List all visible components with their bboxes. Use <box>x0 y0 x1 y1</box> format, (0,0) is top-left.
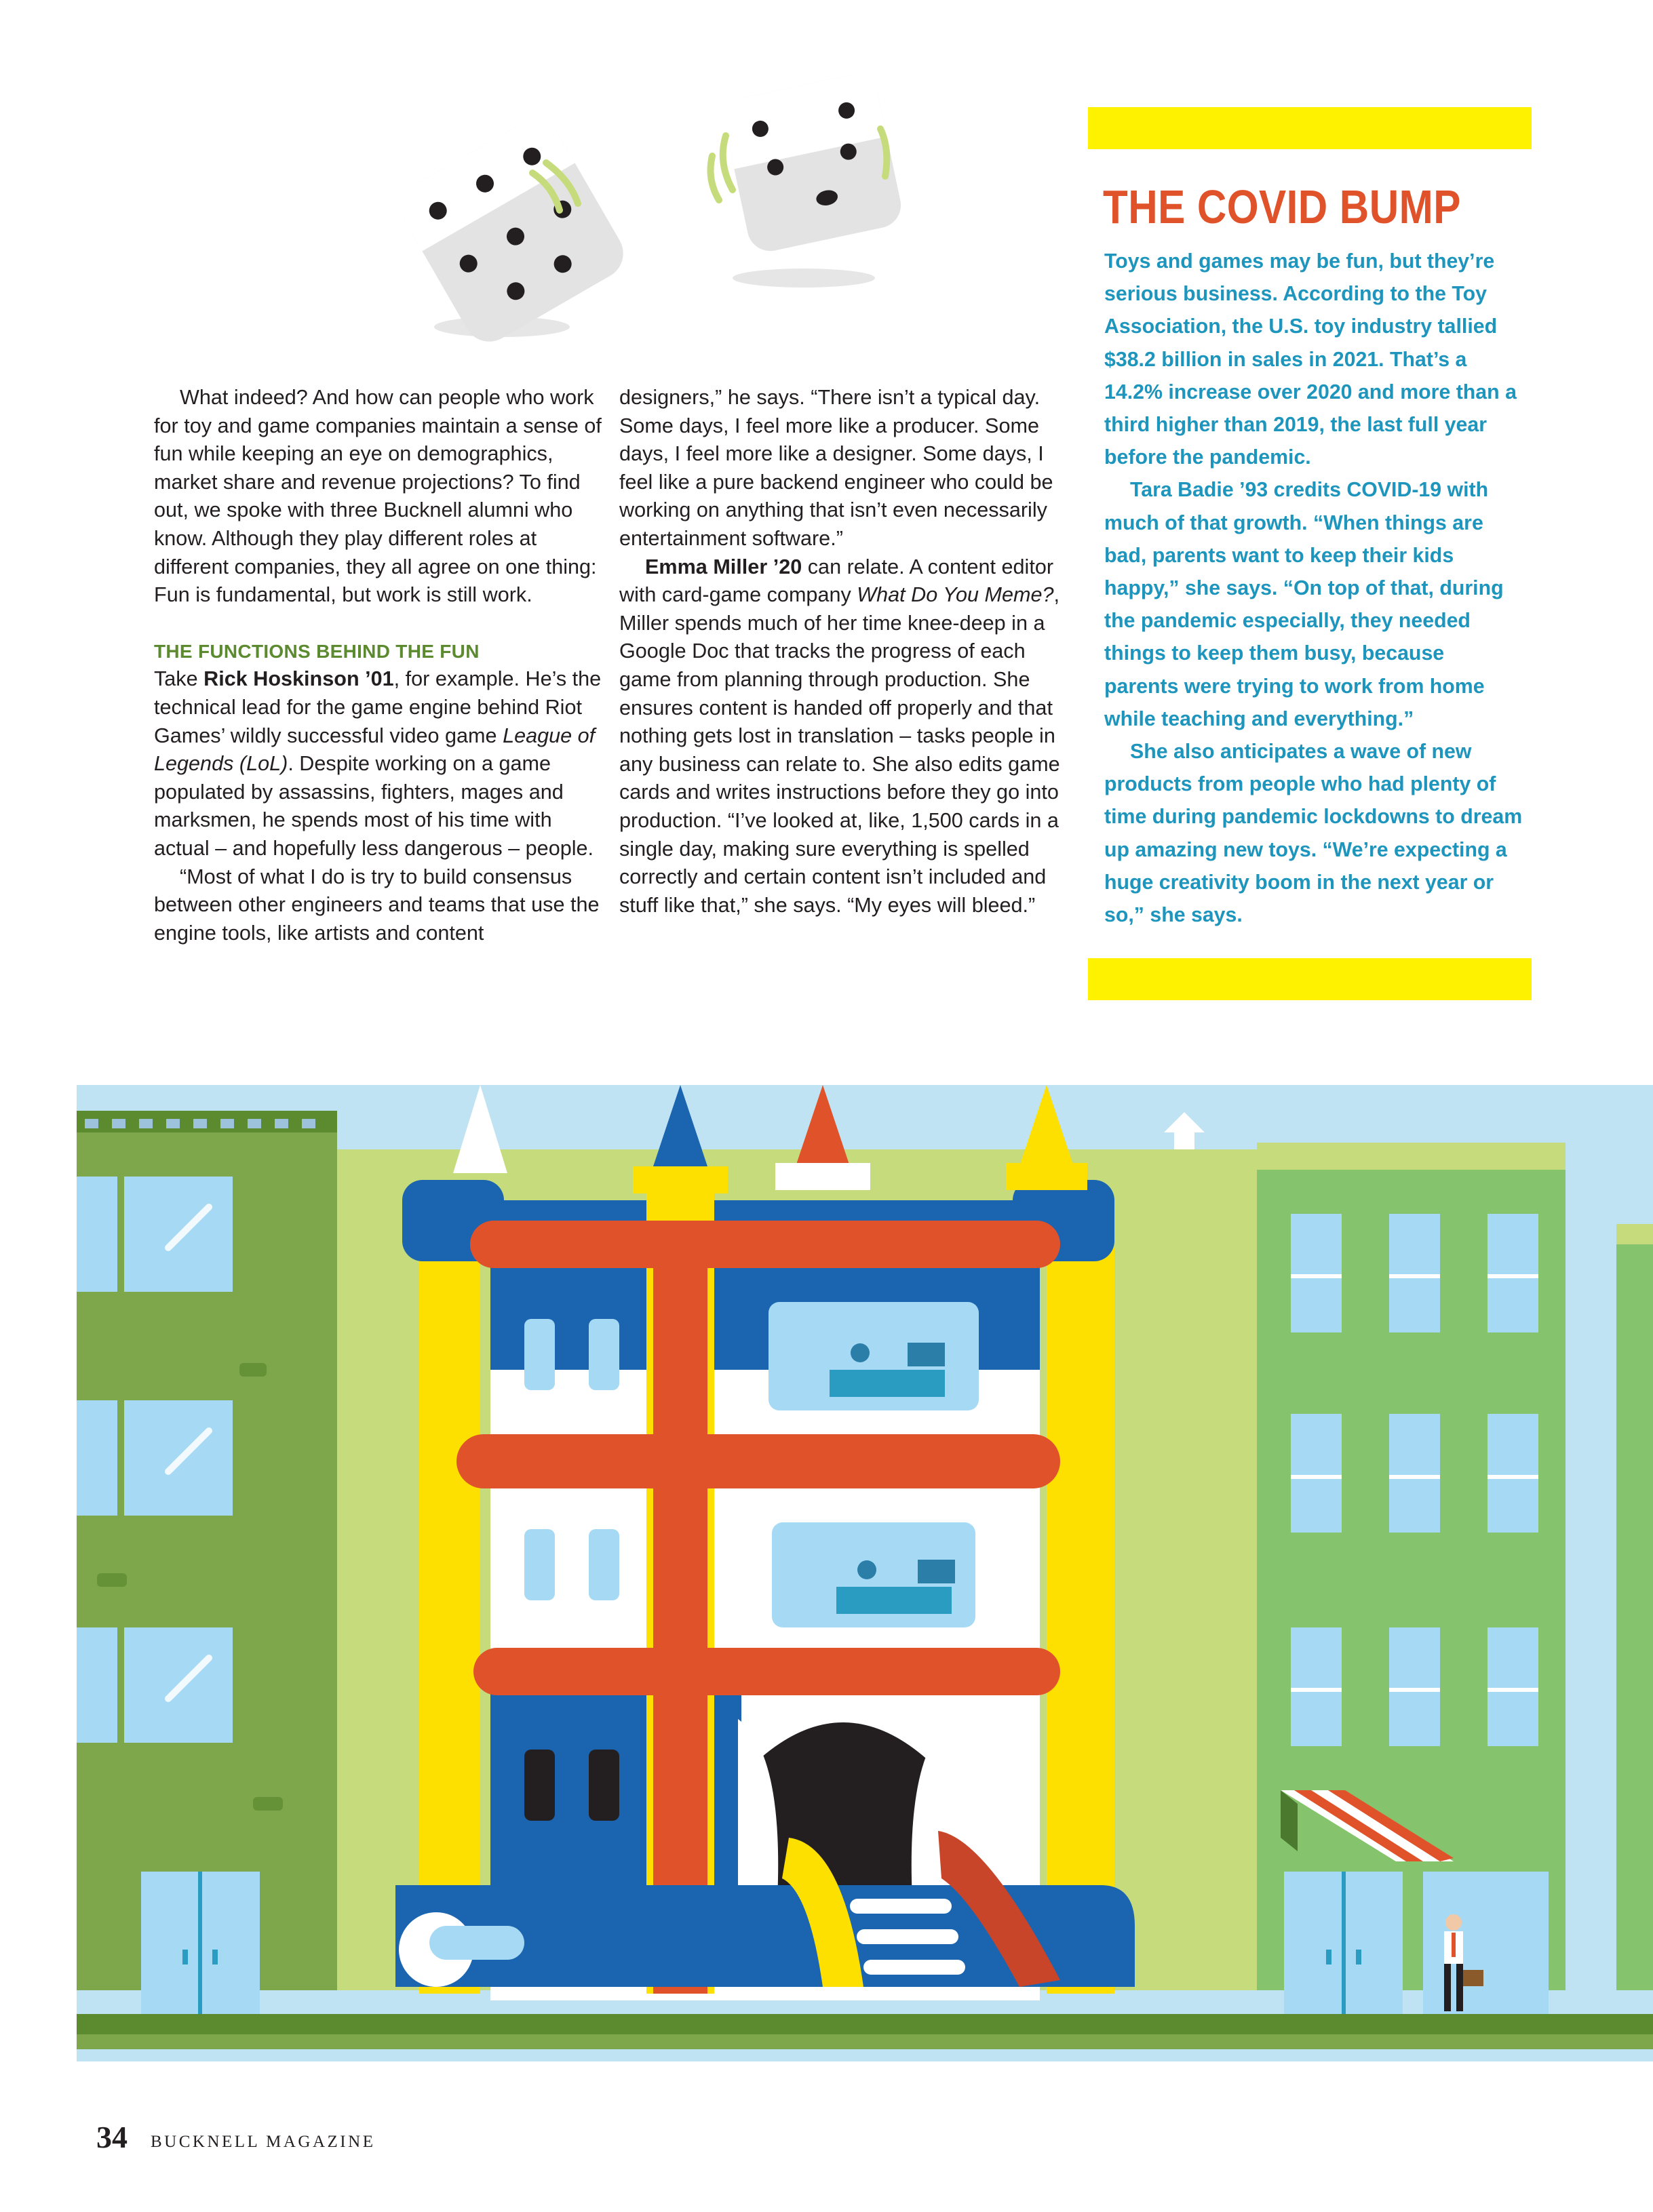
company-name: What Do You Meme? <box>857 583 1054 607</box>
sidebar-title: THE COVID BUMP <box>1103 180 1461 233</box>
person-name: Tara Badie ’93 <box>1130 479 1268 502</box>
sidebar-bottom-bar <box>1088 958 1532 1000</box>
sidebar-body <box>1104 245 1523 932</box>
left-building <box>77 1111 337 2014</box>
paragraph: What indeed? And how can people who work for toy and game companies maintain a sense of fun while keeping an eye on demographics, market share and revenue projections? To find out, we spoke with three Bucknell alumni who know. Although they play different roles at different companies, they all agree on one thing: Fun is fundamental, but work is still work. <box>154 386 602 607</box>
sidebar-top-bar <box>1088 107 1532 149</box>
magazine-name: BUCKNELL MAGAZINE <box>151 2133 376 2151</box>
bounce-castle-building <box>395 1085 1135 2000</box>
paragraph: Take Rick Hoskinson ’01, for example. He’s the technical lead for the game engine behind Riot Games’ wildly successful video game League of Legends (LoL). Despite working on a game populated by assassins, fighters, mages and marksmen, he spends most of his time with actual – and hopefully less dangerous – people. <box>154 667 602 860</box>
paragraph: Emma Miller ’20 can relate. A content editor with card-game company What Do You Meme?, Miller spends much of her time knee-deep in a Google Doc that tracks the progress of each game from planning through production. She ensures content is handed off properly and that nothing gets lost in translation – tasks people in any business can relate to. She also edits game cards and writes instructions before they go into production. “I’ve looked at, like, 1,500 cards in a single day, making sure everything is spelled correctly and certain content isn’t included and stuff like that,” she says. “My eyes will bleed.” <box>619 555 1060 917</box>
person-name: Rick Hoskinson ’01 <box>203 667 394 691</box>
article-column-2 <box>619 384 1068 920</box>
sidebar-paragraph: She also anticipates a wave of new products from people who had plenty of time during pandemic lockdowns to dream up amazing new toys. “We’re expecting a huge creativity boom in the next year or so,” she says. <box>1104 740 1523 927</box>
section-subhead: THE FUNCTIONS BEHIND THE FUN <box>154 640 480 662</box>
article-column-1 <box>154 384 603 947</box>
page-number: 34 <box>96 2120 128 2154</box>
die-left <box>391 110 632 351</box>
die-right <box>720 71 906 256</box>
sidebar-paragraph: Toys and games may be fun, but they’re serious business. According to the Toy Association, the U.S. toy industry tallied $38.2 billion in sales in 2021. That’s a 14.2% increase over 2020 and more than a third higher than 2019, the last full year before the pandemic. <box>1104 250 1517 469</box>
paragraph: “Most of what I do is try to build consensus between other engineers and teams that use the engine tools, like artists and content <box>154 865 600 945</box>
game-title: League of Legends (LoL) <box>154 724 596 776</box>
paragraph: designers,” he says. “There isn’t a typical day. Some days, I feel more like a producer. Some days, I feel more like a designer. Some days, I feel like a pure backend engineer who could be working on anything that isn’t even necessarily entertainment software.” <box>619 386 1053 550</box>
sidebar-paragraph: Tara Badie ’93 credits COVID-19 with much of that growth. “When things are bad, parents want to keep their kids happy,” she says. “On top of that, during the pandemic especially, they needed things to keep them busy, because parents were trying to work from home while teaching and everything.” <box>1104 479 1504 730</box>
person-name: Emma Miller ’20 <box>645 555 802 578</box>
shadow-die-right <box>733 269 875 288</box>
dice-illustration <box>366 68 909 353</box>
street-illustration <box>77 1085 1653 2061</box>
